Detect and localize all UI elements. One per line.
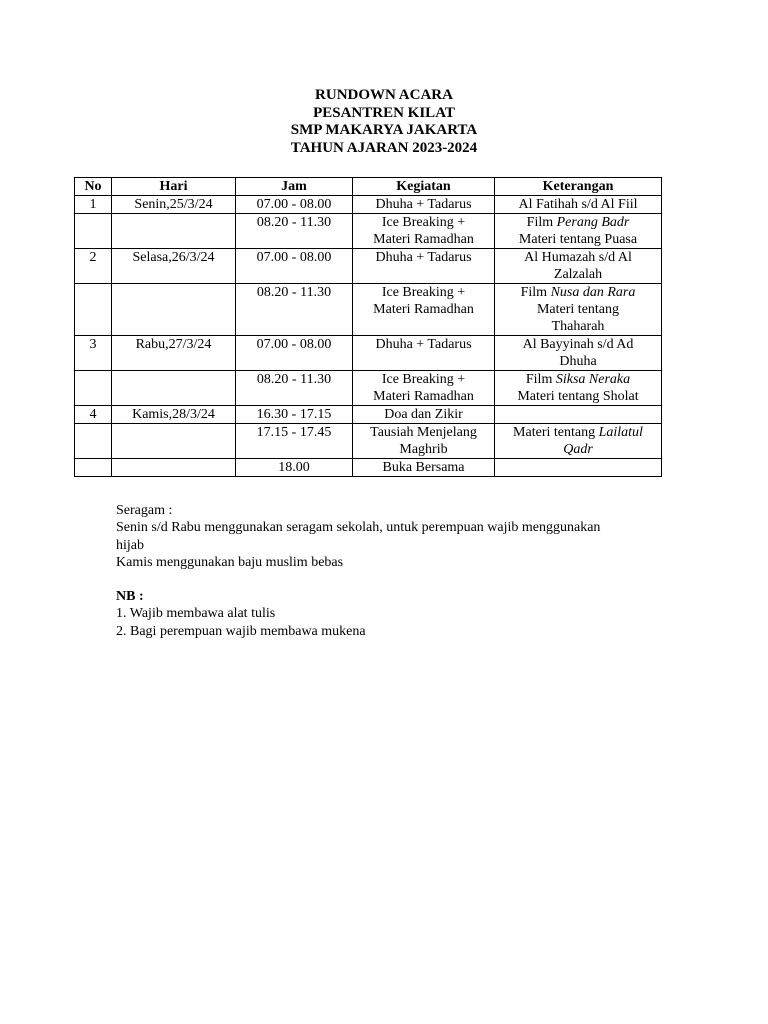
cell-jam: 16.30 - 17.15	[236, 406, 353, 424]
keterangan-line	[497, 424, 659, 441]
keterangan-line	[497, 371, 659, 388]
cell-kegiatan	[353, 284, 495, 336]
table-row	[75, 196, 662, 214]
keterangan-text: Film	[526, 215, 557, 230]
cell-keterangan	[495, 371, 662, 406]
title-line: SMP MAKARYA JAKARTA	[290, 122, 478, 138]
cell-hari	[112, 424, 236, 459]
table-row	[75, 249, 662, 284]
table-row	[75, 424, 662, 459]
kegiatan-line: Materi Ramadhan	[373, 389, 474, 404]
keterangan-text: Materi tentang	[536, 302, 620, 317]
keterangan-text: Film	[520, 285, 551, 300]
keterangan-line	[497, 249, 659, 266]
keterangan-text: Materi tentang	[513, 425, 599, 440]
cell-kegiatan	[353, 406, 495, 424]
table-row	[75, 336, 662, 371]
cell-no: 1	[75, 196, 112, 214]
cell-keterangan	[495, 196, 662, 214]
title-line: TAHUN AJARAN 2023-2024	[290, 139, 478, 156]
title-line: PESANTREN KILAT	[313, 104, 455, 121]
keterangan-line	[497, 336, 659, 353]
keterangan-text: Dhuha	[559, 354, 597, 369]
kegiatan-line: Ice Breaking +	[381, 215, 466, 230]
kegiatan-line: Ice Breaking +	[381, 372, 466, 387]
seragam-text: Kamis menggunakan baju muslim bebas	[116, 554, 344, 570]
cell-no: 3	[75, 336, 112, 371]
keterangan-line	[497, 214, 659, 231]
table-row	[75, 459, 662, 477]
cell-no	[75, 284, 112, 336]
cell-jam: 07.00 - 08.00	[236, 336, 353, 371]
cell-no	[75, 214, 112, 249]
kegiatan-line: Materi Ramadhan	[373, 302, 474, 317]
keterangan-text: Zalzalah	[553, 267, 603, 282]
table-row	[75, 371, 662, 406]
seragam-text: hijab	[116, 537, 144, 553]
cell-no	[75, 371, 112, 406]
table-header-row	[75, 178, 662, 196]
cell-hari: Kamis,28/3/24	[112, 406, 236, 424]
keterangan-italic-text: Perang Badr	[556, 215, 630, 230]
column-header-jam: Jam	[236, 178, 353, 196]
keterangan-line	[497, 388, 659, 405]
keterangan-text: Materi tentang Puasa	[518, 232, 638, 247]
column-header-no: No	[75, 178, 112, 196]
kegiatan-line: Maghrib	[399, 442, 448, 457]
keterangan-text: Al Bayyinah s/d Ad	[522, 337, 634, 352]
cell-hari	[112, 284, 236, 336]
cell-keterangan	[495, 459, 662, 477]
cell-hari	[112, 371, 236, 406]
rundown-table	[74, 177, 662, 477]
cell-kegiatan	[353, 249, 495, 284]
kegiatan-line: Dhuha + Tadarus	[375, 250, 472, 265]
cell-jam: 08.20 - 11.30	[236, 371, 353, 406]
cell-keterangan	[495, 406, 662, 424]
kegiatan-line: Doa dan Zikir	[384, 407, 463, 422]
keterangan-line	[497, 353, 659, 370]
kegiatan-line: Buka Bersama	[382, 460, 465, 475]
keterangan-line	[497, 441, 659, 458]
cell-hari: Rabu,27/3/24	[112, 336, 236, 371]
keterangan-line	[497, 266, 659, 283]
document-title	[0, 87, 768, 157]
cell-kegiatan	[353, 196, 495, 214]
cell-no: 2	[75, 249, 112, 284]
keterangan-italic-text: Lailatul	[598, 425, 643, 440]
keterangan-line	[497, 231, 659, 248]
keterangan-text: Materi tentang Sholat	[517, 389, 639, 404]
table-row	[75, 406, 662, 424]
cell-no	[75, 424, 112, 459]
nb-label: NB :	[116, 589, 144, 605]
keterangan-italic-text: Nusa dan Rara	[550, 285, 636, 300]
cell-jam: 18.00	[236, 459, 353, 477]
cell-kegiatan	[353, 424, 495, 459]
keterangan-line	[497, 318, 659, 335]
cell-jam: 08.20 - 11.30	[236, 284, 353, 336]
cell-hari: Senin,25/3/24	[112, 196, 236, 214]
cell-jam: 07.00 - 08.00	[236, 196, 353, 214]
seragam-label: Seragam :	[116, 503, 173, 518]
table-row	[75, 284, 662, 336]
nb-item: 1. Wajib membawa alat tulis	[116, 606, 276, 622]
keterangan-text: Film	[525, 372, 556, 387]
cell-no: 4	[75, 406, 112, 424]
keterangan-italic-text: Qadr	[563, 442, 593, 457]
table-row	[75, 214, 662, 249]
cell-jam: 08.20 - 11.30	[236, 214, 353, 249]
cell-kegiatan	[353, 371, 495, 406]
keterangan-text: Al Fatihah s/d Al Fiil	[518, 197, 638, 212]
cell-keterangan	[495, 284, 662, 336]
cell-hari	[112, 214, 236, 249]
cell-keterangan	[495, 214, 662, 249]
kegiatan-line: Tausiah Menjelang	[370, 425, 477, 440]
cell-kegiatan	[353, 336, 495, 371]
cell-no	[75, 459, 112, 477]
keterangan-text: Al Humazah s/d Al	[524, 250, 632, 265]
column-header-keterangan: Keterangan	[495, 178, 662, 196]
keterangan-line	[497, 196, 659, 213]
cell-keterangan	[495, 424, 662, 459]
title-line: RUNDOWN ACARA	[315, 87, 453, 103]
nb-item: 2. Bagi perempuan wajib membawa mukena	[116, 623, 366, 639]
notes-section	[116, 502, 676, 640]
cell-keterangan	[495, 336, 662, 371]
cell-keterangan	[495, 249, 662, 284]
kegiatan-line: Dhuha + Tadarus	[375, 337, 472, 352]
keterangan-line	[497, 301, 659, 318]
keterangan-text: Thaharah	[551, 319, 605, 334]
kegiatan-line: Ice Breaking +	[381, 285, 466, 300]
keterangan-line	[497, 284, 659, 301]
seragam-text: Senin s/d Rabu menggunakan seragam sekolah, untuk perempuan wajib menggunakan	[116, 520, 601, 536]
kegiatan-line: Dhuha + Tadarus	[375, 197, 472, 212]
keterangan-italic-text: Siksa Neraka	[555, 372, 631, 387]
cell-hari	[112, 459, 236, 477]
cell-hari: Selasa,26/3/24	[112, 249, 236, 284]
kegiatan-line: Materi Ramadhan	[373, 232, 474, 247]
cell-jam: 17.15 - 17.45	[236, 424, 353, 459]
column-header-hari: Hari	[112, 178, 236, 196]
cell-jam: 07.00 - 08.00	[236, 249, 353, 284]
cell-kegiatan	[353, 214, 495, 249]
column-header-kegiatan: Kegiatan	[353, 178, 495, 196]
cell-kegiatan	[353, 459, 495, 477]
